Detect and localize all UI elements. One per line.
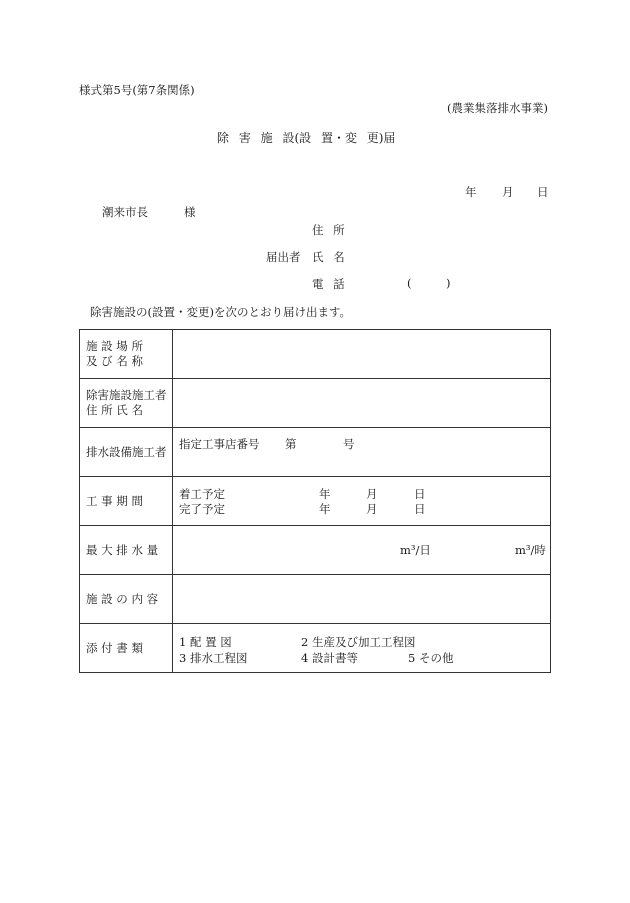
notifier-label: 届出者 [266,250,301,264]
name-label: 氏 名 [312,250,345,264]
label-constructor-line2: 住 所 氏 名 [86,403,143,417]
unit-per-hour: m³/時 [515,543,546,557]
label-max-discharge: 最 大 排 水 量 [80,526,173,575]
form-number: 様式第5号(第7条関係) [79,83,195,97]
start-month: 月 [366,487,378,501]
date-month: 月 [502,185,514,199]
attachment-item: 1 配 置 図 [179,635,232,649]
attachment-item: 4 設計書等 [301,651,358,665]
recipient-name: 潮来市長 [102,205,148,219]
label-attachments: 添 付 書 類 [80,624,173,673]
intro-text: 除害施設の(設置・変更)を次のとおり届け出ます。 [90,305,352,319]
field-constructor[interactable] [173,379,551,428]
start-day: 日 [414,487,426,501]
label-drainage: 排水設備施工者 [80,428,173,477]
label-content: 施 設 の 内 容 [80,575,173,624]
category-label: (農業集落排水事業) [447,101,548,115]
end-label: 完了予定 [179,502,225,516]
phone-paren-close: ) [446,276,451,290]
field-drainage[interactable] [173,428,551,477]
end-day: 日 [414,502,426,516]
row-constructor [80,379,551,428]
field-attachments[interactable] [173,624,551,673]
field-location[interactable] [173,330,551,379]
row-content [80,575,551,624]
application-table [79,329,551,673]
address-label: 住 所 [312,223,345,237]
row-max-discharge [80,526,551,575]
label-period: 工 事 期 間 [80,477,173,526]
label-location-line2: 及 び 名 称 [86,354,143,368]
start-label: 着工予定 [179,487,225,501]
recipient-honorific: 様 [184,205,196,219]
field-content[interactable] [173,575,551,624]
row-attachments [80,624,551,673]
date-year: 年 [465,185,477,199]
start-year: 年 [319,487,331,501]
field-period[interactable] [173,477,551,526]
attachment-item: 5 その他 [408,651,454,665]
row-location [80,330,551,379]
end-year: 年 [319,502,331,516]
designated-go: 号 [343,437,355,451]
label-constructor-line1: 除害施設施工者 [86,388,167,402]
document-title: 除 害 施 設(設 置・変 更)届 [217,131,396,145]
label-location [80,330,173,379]
attachment-item: 2 生産及び加工工程図 [301,635,416,649]
unit-per-day: m³/日 [400,543,431,557]
designated-no-label: 指定工事店番号 [179,437,260,451]
row-period [80,477,551,526]
field-max-discharge[interactable] [173,526,551,575]
label-constructor [80,379,173,428]
designated-dai: 第 [285,437,297,451]
attachment-item: 3 排水工程図 [179,651,248,665]
phone-paren-open: ( [407,276,412,290]
end-month: 月 [366,502,378,516]
date-day: 日 [537,185,549,199]
phone-label: 電 話 [312,277,345,291]
row-drainage [80,428,551,477]
label-location-line1: 施 設 場 所 [86,339,143,353]
